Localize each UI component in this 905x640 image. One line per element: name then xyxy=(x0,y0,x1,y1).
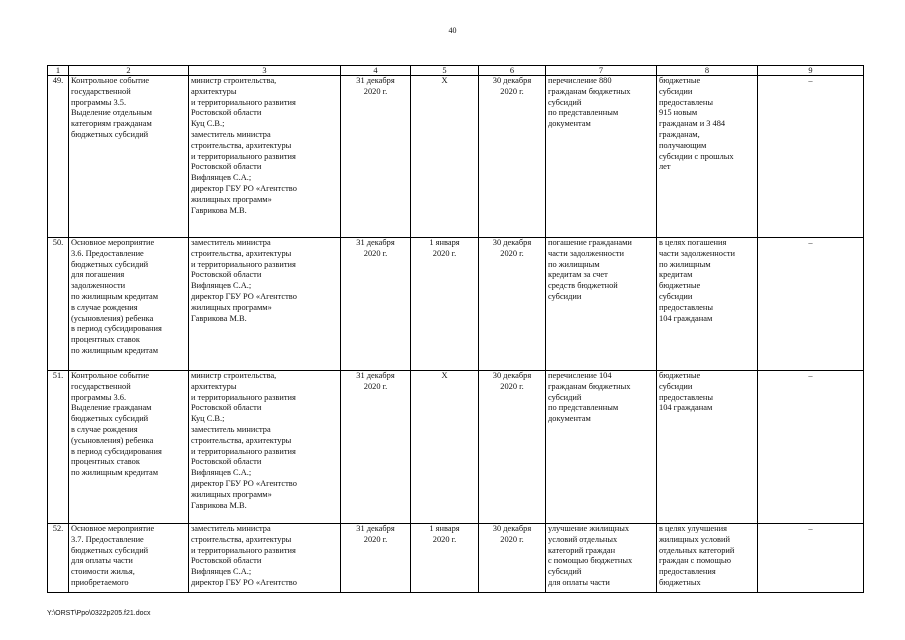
expected-result-cell: погашение гражданами части задолженности по жилищным кредитам за счет средств бюджетной субсидии xyxy=(546,238,657,371)
table-row xyxy=(48,524,864,593)
column-header: 7 xyxy=(546,66,657,76)
event-name-cell: Основное мероприятие 3.7. Предоставление бюджетных субсидий для оплаты части стоимости жилья, приобретаемого xyxy=(69,524,189,593)
start-date-cell: Х xyxy=(411,371,479,524)
table-row xyxy=(48,238,864,371)
row-number: 52. xyxy=(48,524,69,593)
page-number: 40 xyxy=(448,26,457,35)
note-cell: – xyxy=(758,524,864,593)
event-name-cell: Контрольное событие государственной программы 3.6. Выделение гражданам бюджетных субсидий в случае рождения (усыновления) ребенка в период субсидирования процентных ставок по жилищным кредитам xyxy=(69,371,189,524)
responsible-cell: министр строительства, архитектуры и территориального развития Ростовской области Куц С.В.; заместитель министра строительства, архитектуры и территориального развития Ростовской области Вифлянцев С.А.; директор ГБУ РО «Агентство жилищных программ» Гаврикова М.В. xyxy=(189,371,341,524)
responsible-cell: заместитель министра строительства, архитектуры и территориального развития Ростовской области Вифлянцев С.А.; директор ГБУ РО «Агентство xyxy=(189,524,341,593)
table-row xyxy=(48,76,864,238)
control-date-cell: 31 декабря 2020 г. xyxy=(341,238,411,371)
column-header: 2 xyxy=(69,66,189,76)
actual-result-cell: бюджетные субсидии предоставлены 915 новым гражданам и 3 484 гражданам, получающим субсидии с прошлых лет xyxy=(657,76,758,238)
row-number: 49. xyxy=(48,76,69,238)
table-row xyxy=(48,371,864,524)
expected-result-cell: перечисление 880 гражданам бюджетных субсидий по представленным документам xyxy=(546,76,657,238)
actual-result-cell: в целях улучшения жилищных условий отдельных категорий граждан с помощью предоставления бюджетных xyxy=(657,524,758,593)
column-header: 5 xyxy=(411,66,479,76)
end-date-cell: 30 декабря 2020 г. xyxy=(479,76,546,238)
expected-result-cell: перечисление 104 гражданам бюджетных субсидий по представленным документам xyxy=(546,371,657,524)
note-cell: – xyxy=(758,371,864,524)
actual-result-cell: бюджетные субсидии предоставлены 104 гражданам xyxy=(657,371,758,524)
control-date-cell: 31 декабря 2020 г. xyxy=(341,524,411,593)
column-header: 3 xyxy=(189,66,341,76)
column-header: 9 xyxy=(758,66,864,76)
start-date-cell: 1 января 2020 г. xyxy=(411,524,479,593)
column-header: 1 xyxy=(48,66,69,76)
start-date-cell: 1 января 2020 г. xyxy=(411,238,479,371)
row-number: 51. xyxy=(48,371,69,524)
row-number: 50. xyxy=(48,238,69,371)
responsible-cell: министр строительства, архитектуры и территориального развития Ростовской области Куц С.В.; заместитель министра строительства, архитектуры и территориального развития Ростовской области Вифлянцев С.А.; директор ГБУ РО «Агентство жилищных программ» Гаврикова М.В. xyxy=(189,76,341,238)
end-date-cell: 30 декабря 2020 г. xyxy=(479,524,546,593)
column-header: 6 xyxy=(479,66,546,76)
control-date-cell: 31 декабря 2020 г. xyxy=(341,371,411,524)
note-cell: – xyxy=(758,238,864,371)
expected-result-cell: улучшение жилищных условий отдельных категорий граждан с помощью бюджетных субсидий для оплаты части xyxy=(546,524,657,593)
start-date-cell: Х xyxy=(411,76,479,238)
event-name-cell: Основное мероприятие 3.6. Предоставление бюджетных субсидий для погашения задолженности по жилищным кредитам в случае рождения (усыновления) ребенка в период субсидирования процентных ставок по жилищным кредитам xyxy=(69,238,189,371)
schedule-table xyxy=(47,65,864,593)
column-header: 8 xyxy=(657,66,758,76)
end-date-cell: 30 декабря 2020 г. xyxy=(479,238,546,371)
control-date-cell: 31 декабря 2020 г. xyxy=(341,76,411,238)
note-cell: – xyxy=(758,76,864,238)
column-number-row xyxy=(48,66,864,76)
responsible-cell: заместитель министра строительства, архитектуры и территориального развития Ростовской области Вифлянцев С.А.; директор ГБУ РО «Агентство жилищных программ» Гаврикова М.В. xyxy=(189,238,341,371)
file-path-footer: Y:\ORST\Ppo\0322p205.f21.docx xyxy=(47,610,151,617)
end-date-cell: 30 декабря 2020 г. xyxy=(479,371,546,524)
event-name-cell: Контрольное событие государственной программы 3.5. Выделение отдельным категориям гражданам бюджетных субсидий xyxy=(69,76,189,238)
actual-result-cell: в целях погашения части задолженности по жилищным кредитам бюджетные субсидии предоставлены 104 гражданам xyxy=(657,238,758,371)
column-header: 4 xyxy=(341,66,411,76)
